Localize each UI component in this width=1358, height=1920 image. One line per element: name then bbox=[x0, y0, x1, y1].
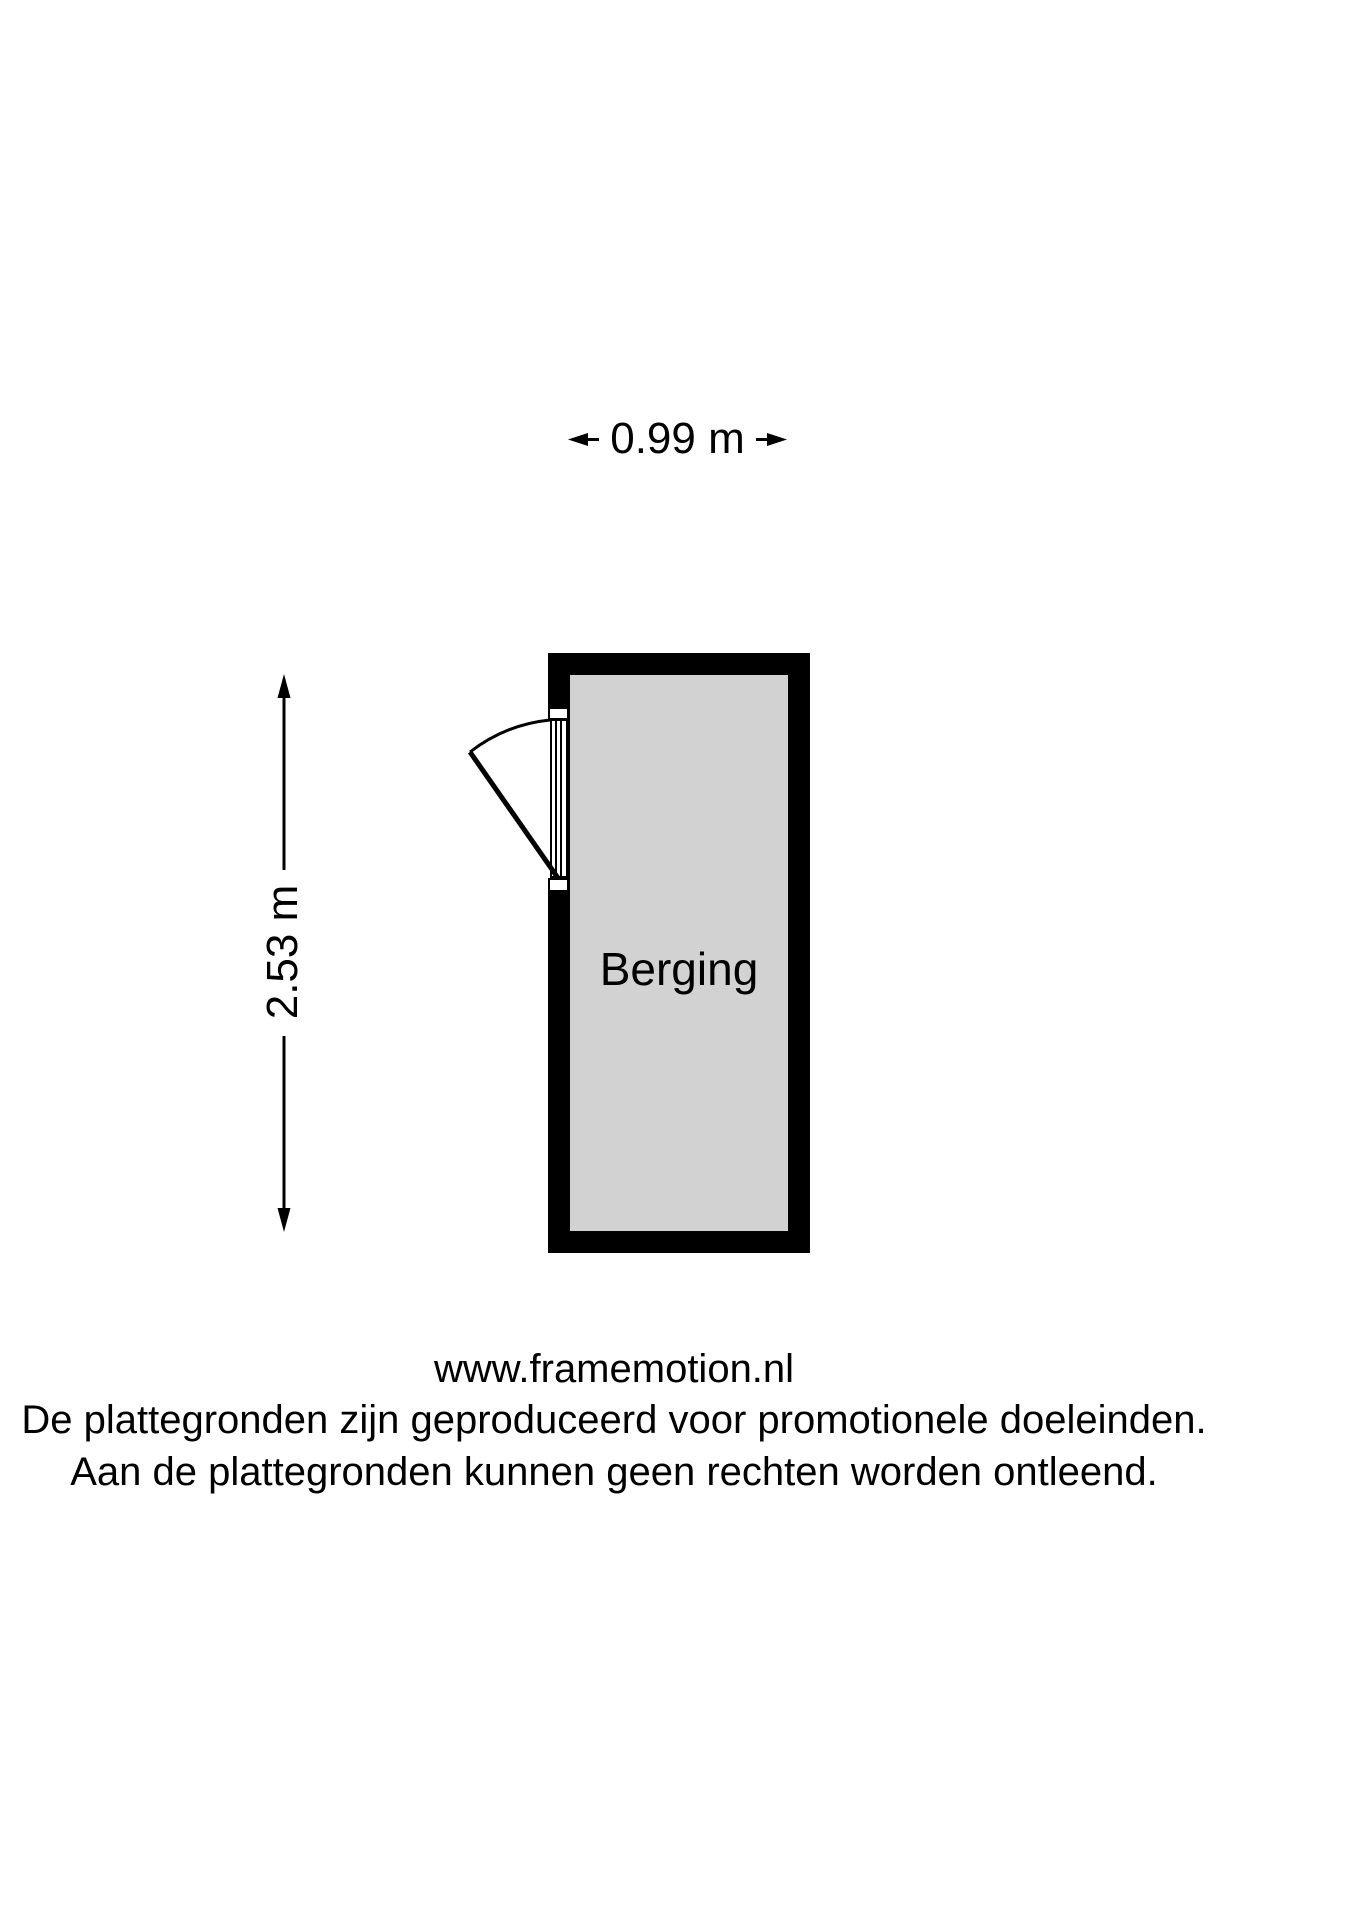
footer bbox=[0, 1344, 1228, 1498]
dimension-arrow-left-icon bbox=[568, 432, 599, 447]
disclaimer-line-1: De plattegronden zijn geproduceerd voor promotionele doeleinden. bbox=[21, 1398, 1207, 1442]
room-berging bbox=[548, 653, 810, 1253]
disclaimer-line-2: Aan de plattegronden kunnen geen rechten worden ontleend. bbox=[70, 1450, 1158, 1494]
watermark-text: www.framemotion.nl bbox=[433, 1347, 795, 1391]
dimension-arrow-right-icon bbox=[756, 432, 787, 447]
room-label: Berging bbox=[599, 943, 759, 995]
height-dimension-label: 2.53 m bbox=[258, 884, 307, 1020]
door-swing-arc-icon bbox=[440, 700, 570, 890]
width-dimension-label: 0.99 m bbox=[610, 414, 745, 463]
width-dimension bbox=[568, 416, 787, 462]
